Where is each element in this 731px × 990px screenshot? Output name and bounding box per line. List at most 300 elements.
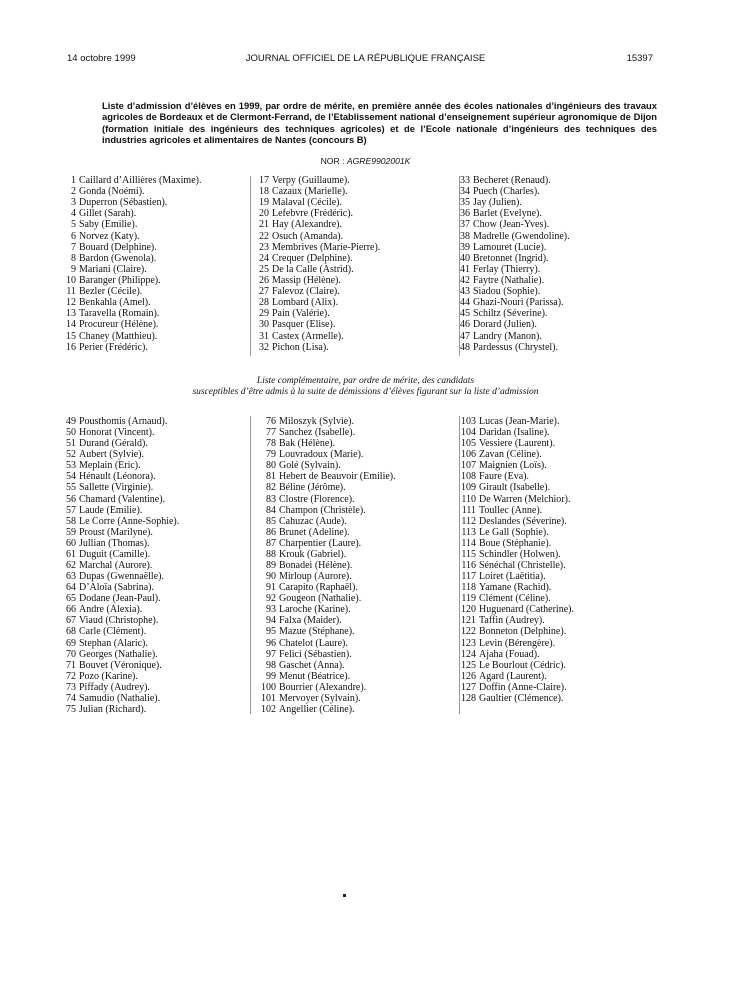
candidate-name: Madrelle (Gwendoline). [473, 230, 570, 242]
list-item [64, 682, 179, 693]
list-item [456, 538, 574, 549]
list-item [458, 219, 570, 230]
candidate-name: Gougeon (Nathalie). [279, 593, 362, 605]
candidate-name: Taravella (Romain). [79, 308, 160, 320]
list-item [458, 242, 570, 253]
list-item [256, 671, 396, 682]
list-item [64, 471, 179, 482]
complementary-title-line-2: susceptibles d’être admis à la suite de démissions d’élèves figurant sur la liste d’admission [192, 387, 539, 397]
rank-number: 11 [66, 286, 76, 298]
list-item [456, 671, 574, 682]
candidate-name: Saby (Emilie). [79, 219, 138, 231]
nor-code: AGRE9902001K [346, 156, 411, 166]
list-item [256, 494, 396, 505]
rank-number: 82 [266, 482, 276, 494]
candidate-name: Stephan (Alaric). [79, 637, 148, 649]
complementary-column-1 [64, 416, 179, 715]
list-item [456, 449, 574, 460]
list-item [256, 582, 396, 593]
list-item [458, 231, 570, 242]
candidate-name: Hénault (Léonora). [79, 471, 156, 483]
candidate-name: Menut (Béatrice). [279, 670, 351, 682]
list-item [458, 342, 570, 353]
rank-number: 124 [461, 648, 476, 660]
rank-number: 122 [461, 626, 476, 638]
complementary-column-3 [456, 416, 574, 704]
list-item [456, 460, 574, 471]
list-item [458, 297, 570, 308]
list-item [456, 593, 574, 604]
candidate-name: Castex (Armelle). [272, 330, 344, 342]
list-item [256, 615, 396, 626]
rank-number: 13 [66, 308, 76, 320]
column-divider [459, 176, 460, 356]
rank-number: 31 [259, 330, 269, 342]
rank-number: 70 [66, 648, 76, 660]
candidate-name: Béline (Jérôme). [279, 482, 346, 494]
candidate-name: Ajaha (Fouad). [479, 648, 540, 660]
rank-number: 25 [259, 263, 269, 275]
list-item [64, 175, 201, 186]
rank-number: 115 [461, 548, 476, 560]
list-item [64, 342, 201, 353]
rank-number: 69 [66, 637, 76, 649]
rank-number: 57 [66, 504, 76, 516]
list-item [257, 175, 380, 186]
candidate-name: Andre (Alexia). [79, 604, 143, 616]
candidate-name: Landry (Manon). [473, 330, 542, 342]
candidate-name: Meplain (Eric). [79, 460, 141, 472]
rank-number: 51 [66, 438, 76, 450]
candidate-name: De Warren (Melchior). [479, 493, 571, 505]
rank-number: 15 [66, 330, 76, 342]
candidate-name: Cahuzac (Aude). [279, 515, 347, 527]
rank-number: 79 [266, 449, 276, 461]
list-item [256, 427, 396, 438]
list-item [456, 582, 574, 593]
rank-number: 106 [461, 449, 476, 461]
list-item [456, 427, 574, 438]
rank-number: 101 [261, 692, 276, 704]
list-item [256, 449, 396, 460]
list-item [257, 231, 380, 242]
list-item [456, 505, 574, 516]
rank-number: 123 [461, 637, 476, 649]
list-item [64, 308, 201, 319]
candidate-name: Faure (Eva). [479, 471, 529, 483]
rank-number: 95 [266, 626, 276, 638]
candidate-name: Bonadei (Hélène). [279, 560, 353, 572]
list-item [458, 186, 570, 197]
rank-number: 117 [461, 571, 476, 583]
rank-number: 74 [66, 692, 76, 704]
admission-column-2 [257, 175, 380, 353]
rank-number: 62 [66, 560, 76, 572]
list-item [456, 471, 574, 482]
list-item [257, 242, 380, 253]
rank-number: 94 [266, 615, 276, 627]
list-item [256, 638, 396, 649]
rank-number: 88 [266, 548, 276, 560]
rank-number: 66 [66, 604, 76, 616]
rank-number: 100 [261, 681, 276, 693]
candidate-name: Jay (Julien). [473, 197, 522, 209]
rank-number: 39 [460, 241, 470, 253]
list-item [256, 516, 396, 527]
rank-number: 58 [66, 515, 76, 527]
list-item [458, 208, 570, 219]
rank-number: 113 [461, 526, 476, 538]
candidate-name: Osuch (Amanda). [272, 230, 344, 242]
candidate-name: Pozo (Karine). [79, 670, 138, 682]
rank-number: 68 [66, 626, 76, 638]
candidate-name: Puech (Charles). [473, 186, 540, 198]
candidate-name: Gaschet (Anna). [279, 659, 345, 671]
candidate-name: Lombard (Alix). [272, 297, 339, 309]
rank-number: 111 [461, 504, 476, 516]
candidate-name: Brunet (Adeline). [279, 526, 350, 538]
list-item [458, 286, 570, 297]
candidate-name: Zavan (Céline). [479, 449, 542, 461]
list-item [64, 527, 179, 538]
rank-number: 104 [461, 427, 476, 439]
candidate-name: Bardon (Gwenola). [79, 252, 157, 264]
rank-number: 45 [460, 308, 470, 320]
rank-number: 128 [461, 692, 476, 704]
rank-number: 81 [266, 471, 276, 483]
list-item [64, 649, 179, 660]
candidate-name: Cazaux (Marielle). [272, 186, 348, 198]
rank-number: 80 [266, 460, 276, 472]
list-item [64, 208, 201, 219]
candidate-name: Miloszyk (Sylvie). [279, 416, 354, 427]
list-item [256, 626, 396, 637]
candidate-name: Felici (Sébastien). [279, 648, 352, 660]
candidate-name: Charpentier (Laure). [279, 537, 362, 549]
list-item [256, 505, 396, 516]
candidate-name: Georges (Nathalie). [79, 648, 158, 660]
list-item [256, 416, 396, 427]
candidate-name: Massip (Hélène). [272, 274, 341, 286]
complementary-title-line-1: Liste complémentaire, par ordre de mérite, des candidats [256, 376, 475, 386]
rank-number: 103 [461, 416, 476, 427]
rank-number: 96 [266, 637, 276, 649]
candidate-name: Lefebvre (Frédéric). [272, 208, 354, 220]
rank-number: 78 [266, 438, 276, 450]
rank-number: 36 [460, 208, 470, 220]
candidate-name: Bezler (Cécile). [79, 286, 143, 298]
candidate-name: Ghazi-Nouri (Parissa). [473, 297, 564, 309]
rank-number: 85 [266, 515, 276, 527]
rank-number: 33 [460, 175, 470, 186]
candidate-name: Durand (Gérald). [79, 438, 148, 450]
candidate-name: Dupas (Gwennaëlle). [79, 571, 164, 583]
rank-number: 17 [259, 175, 269, 186]
candidate-name: Agard (Laurent). [479, 670, 547, 682]
candidate-name: Pichon (Lisa). [272, 341, 329, 353]
rank-number: 8 [71, 252, 76, 264]
candidate-name: Taffin (Audrey). [479, 615, 545, 627]
candidate-name: Samudio (Nathalie). [79, 692, 161, 704]
rank-number: 63 [66, 571, 76, 583]
candidate-name: Le Bourlout (Cédric). [479, 659, 566, 671]
complementary-list-title [0, 376, 731, 398]
candidate-name: Membrives (Marie-Pierre). [272, 241, 381, 253]
candidate-name: Bourrier (Alexandre). [279, 681, 367, 693]
list-item [64, 197, 201, 208]
list-item [64, 516, 179, 527]
list-item [256, 549, 396, 560]
candidate-name: Mazue (Stéphane). [279, 626, 355, 638]
candidate-name: Verpy (Guillaume). [272, 175, 350, 186]
candidate-name: Bouvet (Véronique). [79, 659, 162, 671]
rank-number: 37 [460, 219, 470, 231]
rank-number: 10 [66, 274, 76, 286]
rank-number: 86 [266, 526, 276, 538]
rank-number: 55 [66, 482, 76, 494]
rank-number: 126 [461, 670, 476, 682]
candidate-name: Dodane (Jean-Paul). [79, 593, 161, 605]
candidate-name: Lamouret (Lucie). [473, 241, 547, 253]
rank-number: 2 [71, 186, 76, 198]
candidate-name: Pousthomis (Arnaud). [79, 416, 168, 427]
list-item [458, 308, 570, 319]
rank-number: 92 [266, 593, 276, 605]
list-item [456, 416, 574, 427]
candidate-name: Sanchez (Isabelle). [279, 427, 356, 439]
candidate-name: Procureur (Hélène). [79, 319, 159, 331]
rank-number: 91 [266, 582, 276, 594]
candidate-name: Le Gall (Sophie). [479, 526, 549, 538]
rank-number: 102 [261, 704, 276, 716]
header-date: 14 octobre 1999 [67, 53, 136, 64]
candidate-name: Malaval (Cécile). [272, 197, 342, 209]
candidate-name: Clostre (Florence). [279, 493, 355, 505]
rank-number: 40 [460, 252, 470, 264]
list-item [456, 482, 574, 493]
rank-number: 89 [266, 560, 276, 572]
candidate-name: Huguenard (Catherine). [479, 604, 574, 616]
list-item [256, 560, 396, 571]
rank-number: 7 [71, 241, 76, 253]
column-divider [250, 176, 251, 356]
list-item [64, 638, 179, 649]
candidate-name: Sénéchal (Christelle). [479, 560, 566, 572]
page-number: 15397 [626, 53, 653, 64]
candidate-name: Doffin (Anne-Claire). [479, 681, 567, 693]
rank-number: 127 [461, 681, 476, 693]
candidate-name: Hay (Alexandre). [272, 219, 342, 231]
rank-number: 110 [461, 493, 476, 505]
list-item [256, 460, 396, 471]
candidate-name: Mervoyer (Sylvain). [279, 692, 361, 704]
candidate-name: D’Aloïa (Sabrina). [79, 582, 154, 594]
rank-number: 28 [259, 297, 269, 309]
candidate-name: Duguit (Camille). [79, 548, 151, 560]
list-item [458, 264, 570, 275]
list-item [456, 638, 574, 649]
list-item [256, 571, 396, 582]
rank-number: 34 [460, 186, 470, 198]
candidate-name: Boue (Stéphanie). [479, 537, 552, 549]
page-mark [343, 894, 346, 897]
list-item [456, 438, 574, 449]
rank-number: 19 [259, 197, 269, 209]
list-item [64, 560, 179, 571]
rank-number: 119 [461, 593, 476, 605]
list-item [256, 527, 396, 538]
list-item [64, 593, 179, 604]
candidate-name: Angellier (Céline). [279, 704, 355, 716]
list-item [257, 286, 380, 297]
candidate-name: Clément (Céline). [479, 593, 551, 605]
candidate-name: Norvez (Katy). [79, 230, 140, 242]
rank-number: 56 [66, 493, 76, 505]
list-item [256, 471, 396, 482]
candidate-name: Falxa (Maider). [279, 615, 342, 627]
list-item [458, 253, 570, 264]
candidate-name: Barlet (Evelyne). [473, 208, 542, 220]
candidate-name: Carapito (Raphaël). [279, 582, 358, 594]
list-item [64, 319, 201, 330]
list-item [64, 297, 201, 308]
candidate-name: Honorat (Vincent). [79, 427, 155, 439]
candidate-name: Baranger (Philippe). [79, 274, 161, 286]
candidate-name: Maignien (Loïs). [479, 460, 547, 472]
candidate-name: Toullec (Anne). [479, 504, 543, 516]
rank-number: 98 [266, 659, 276, 671]
candidate-name: Pain (Valérie). [272, 308, 330, 320]
list-item [64, 242, 201, 253]
rank-number: 125 [461, 659, 476, 671]
list-item [64, 494, 179, 505]
rank-number: 71 [66, 659, 76, 671]
rank-number: 64 [66, 582, 76, 594]
candidate-name: Chow (Jean-Yves). [473, 219, 550, 231]
candidate-name: Lucas (Jean-Marie). [479, 416, 560, 427]
candidate-name: Gonda (Noémi). [79, 186, 145, 198]
rank-number: 112 [461, 515, 476, 527]
candidate-name: Jullian (Thomas). [79, 537, 150, 549]
list-item [257, 197, 380, 208]
rank-number: 93 [266, 604, 276, 616]
list-item [64, 604, 179, 615]
list-item [456, 516, 574, 527]
candidate-name: Bouard (Delphine). [79, 241, 157, 253]
rank-number: 32 [259, 341, 269, 353]
rank-number: 12 [66, 297, 76, 309]
candidate-name: Louvradoux (Marie). [279, 449, 364, 461]
rank-number: 107 [461, 460, 476, 472]
list-item [64, 331, 201, 342]
list-item [64, 286, 201, 297]
list-item [257, 264, 380, 275]
list-item [64, 482, 179, 493]
candidate-name: Duperron (Sébastien). [79, 197, 168, 209]
candidate-name: Deslandes (Séverine). [479, 515, 567, 527]
rank-number: 29 [259, 308, 269, 320]
rank-number: 27 [259, 286, 269, 298]
rank-number: 60 [66, 537, 76, 549]
rank-number: 97 [266, 648, 276, 660]
list-item [456, 527, 574, 538]
list-item [256, 604, 396, 615]
rank-number: 90 [266, 571, 276, 583]
candidate-name: Mirloup (Aurore). [279, 571, 352, 583]
candidate-name: Laude (Emilie). [79, 504, 143, 516]
list-item [256, 482, 396, 493]
list-item [64, 660, 179, 671]
candidate-name: Schindler (Holwen). [479, 548, 561, 560]
candidate-name: Bak (Hélène). [279, 438, 336, 450]
rank-number: 5 [71, 219, 76, 231]
rank-number: 20 [259, 208, 269, 220]
list-item [458, 197, 570, 208]
candidate-name: Champon (Christèle). [279, 504, 366, 516]
candidate-name: Krouk (Gabriel). [279, 548, 347, 560]
list-item [64, 582, 179, 593]
list-item [64, 449, 179, 460]
list-item [64, 253, 201, 264]
list-item [257, 331, 380, 342]
list-item [456, 660, 574, 671]
candidate-name: Levin (Bérengère). [479, 637, 556, 649]
list-item [64, 186, 201, 197]
list-item [458, 331, 570, 342]
candidate-name: Proust (Marilyne). [79, 526, 153, 538]
column-divider [459, 416, 460, 714]
list-item [64, 571, 179, 582]
list-item [456, 604, 574, 615]
list-item [257, 253, 380, 264]
rank-number: 67 [66, 615, 76, 627]
list-item [64, 615, 179, 626]
candidate-name: Bonneton (Delphine). [479, 626, 567, 638]
candidate-name: Chatelot (Laure). [279, 637, 348, 649]
rank-number: 75 [66, 704, 76, 716]
admission-column-3 [458, 175, 570, 353]
rank-number: 87 [266, 537, 276, 549]
rank-number: 65 [66, 593, 76, 605]
list-item [458, 319, 570, 330]
list-item [64, 275, 201, 286]
candidate-name: Viaud (Christophe). [79, 615, 159, 627]
journal-title: JOURNAL OFFICIEL DE LA RÉPUBLIQUE FRANÇAISE [245, 53, 486, 64]
list-item [64, 626, 179, 637]
list-item [256, 693, 396, 704]
candidate-name: Bretonnet (Ingrid). [473, 252, 549, 264]
rank-number: 14 [66, 319, 76, 331]
list-item [256, 538, 396, 549]
rank-number: 41 [460, 263, 470, 275]
list-item [456, 571, 574, 582]
rank-number: 24 [259, 252, 269, 264]
list-item [456, 494, 574, 505]
list-item [256, 660, 396, 671]
rank-number: 9 [71, 263, 76, 275]
candidate-name: Yamane (Rachid). [479, 582, 552, 594]
rank-number: 108 [461, 471, 476, 483]
list-item [456, 682, 574, 693]
column-divider [250, 416, 251, 714]
rank-number: 72 [66, 670, 76, 682]
candidate-name: Schiltz (Séverine). [473, 308, 548, 320]
candidate-name: Vessiere (Laurent). [479, 438, 556, 450]
list-item [257, 342, 380, 353]
list-item [256, 593, 396, 604]
candidate-name: Aubert (Sylvie). [79, 449, 144, 461]
rank-number: 30 [259, 319, 269, 331]
